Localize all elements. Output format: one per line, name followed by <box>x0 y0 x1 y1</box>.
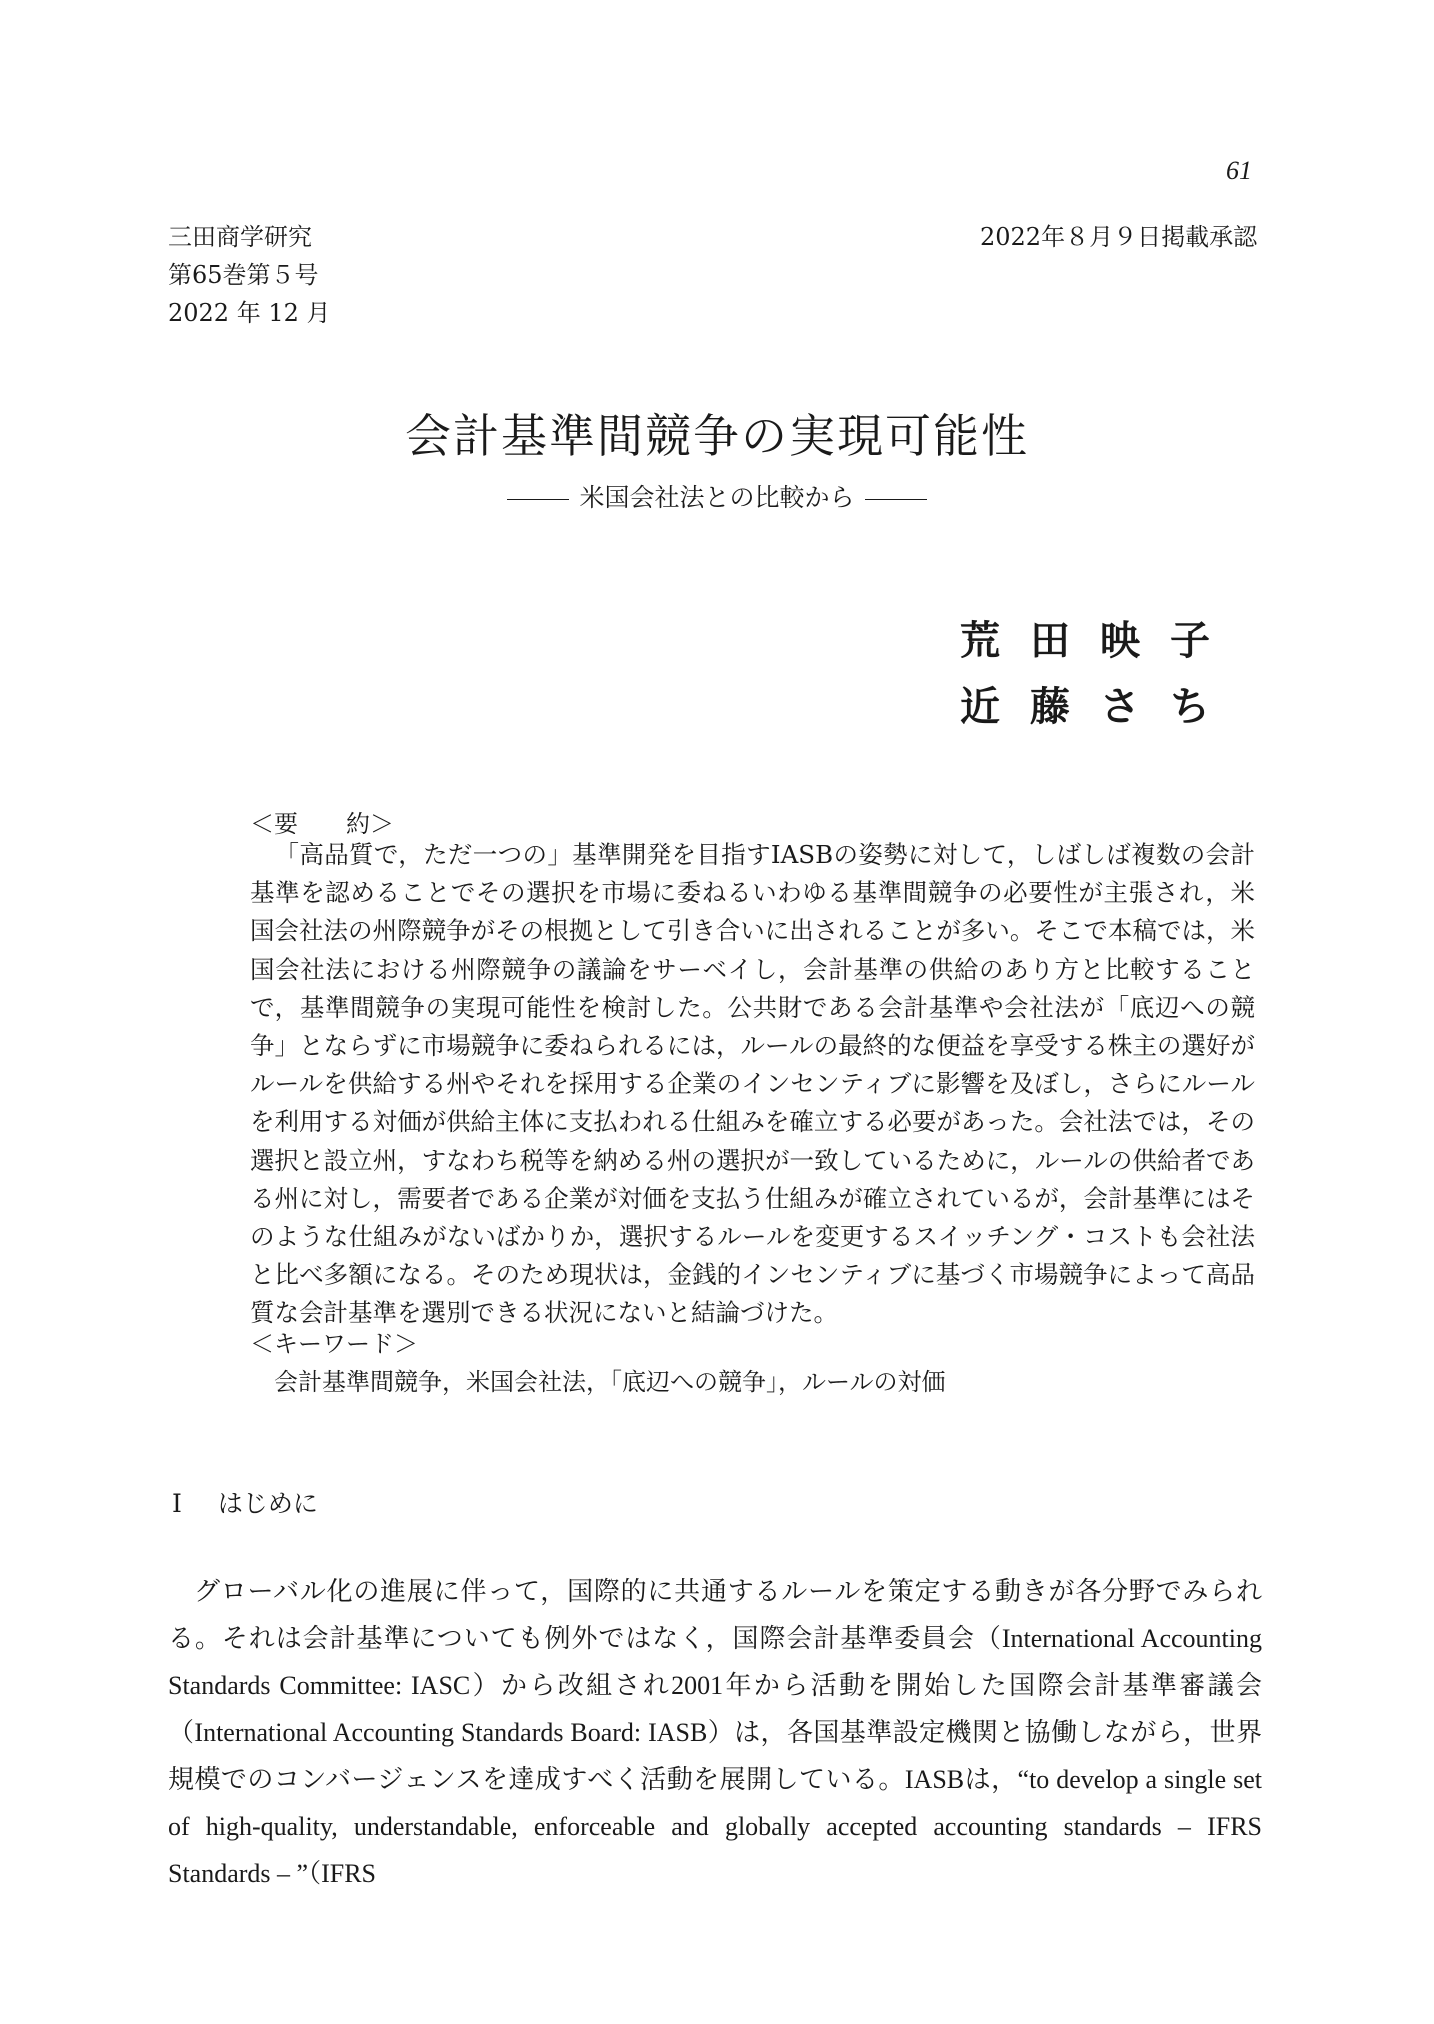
paper-title: 会計基準間競争の実現可能性 <box>405 409 1029 463</box>
subtitle-dash-left <box>507 499 569 500</box>
section-title: はじめに <box>217 1489 318 1518</box>
page-number: 61 <box>1226 156 1252 185</box>
keywords-heading: ＜キーワード＞ <box>250 1330 418 1358</box>
abstract-text: 「高品質で，ただ一つの」基準開発を目指すIASBの姿勢に対して，しばしば複数の会計基準を認めることでその選択を市場に委ねるいわゆる基準間競争の必要性が主張され，米国会社法の州際競争がその根拠として引き合いに出されることが多い。そこで本稿では，米国会社法における州際競争の議論をサーベイし，会計基準の供給のあり方と比較することで，基準間競争の実現可能性を検討した。公共財である会計基準や会社法が「底辺への競争」とならずに市場競争に委ねられるには，ルールの最終的な便益を享受する株主の選好がルールを供給する州やそれを採用する企業のインセンティブに影響を及ぼし，さらにルールを利用する対価が供給主体に支払われる仕組みを確立する必要があった。会社法では，その選択と設立州，すなわち税等を納める州の選択が一致しているために，ルールの供給者である州に対し，需要者である企業が対価を支払う仕組みが確立されているが，会計基準にはそのような仕組みがないばかりか，選択するルールを変更するスイッチング・コストも会社法と比べ多額になる。そのため現状は，金銭的インセンティブに基づく市場競争によって高品質な会計基準を選別できる状況にないと結論づけた。 <box>250 840 1255 1328</box>
abstract-heading: ＜要 約＞ <box>250 810 394 838</box>
keywords-text: 会計基準間競争，米国会社法，「底辺への競争」，ルールの対価 <box>274 1368 946 1396</box>
paper-subtitle: 米国会社法との比較から <box>579 483 855 512</box>
journal-info <box>168 218 331 332</box>
author-name: 近藤さち <box>960 683 1240 730</box>
journal-name: 三田商学研究 <box>168 223 312 251</box>
journal-date: 2022 年 12 月 <box>168 299 331 327</box>
acceptance-date: 2022年８月９日掲載承認 <box>980 223 1258 251</box>
body-paragraph: グローバル化の進展に伴って，国際的に共通するルールを策定する動きが各分野でみられる。それは会計基準についても例外ではなく，国際会計基準委員会（International Accounting Standards Committee: IASC）から改組され2001年から活動を開始した国際会計基準審議会（International Accounting Standards Board: IASB）は，各国基準設定機関と協働しながら，世界規模でのコンバージェンスを達成すべく活動を展開している。IASBは，“to develop a single set of high-quality, understandable, enforceable and globally accepted accounting standards – IFRS Standards – ”（IFRS <box>168 1577 1263 1888</box>
author-name: 荒田映子 <box>960 617 1240 664</box>
subtitle-dash-right <box>865 499 927 500</box>
paper-subtitle-line <box>0 478 1434 514</box>
journal-volume: 第65巻第５号 <box>168 261 319 289</box>
section-number: Ⅰ <box>172 1489 182 1518</box>
author-list <box>960 608 1240 740</box>
section-heading <box>172 1484 318 1520</box>
